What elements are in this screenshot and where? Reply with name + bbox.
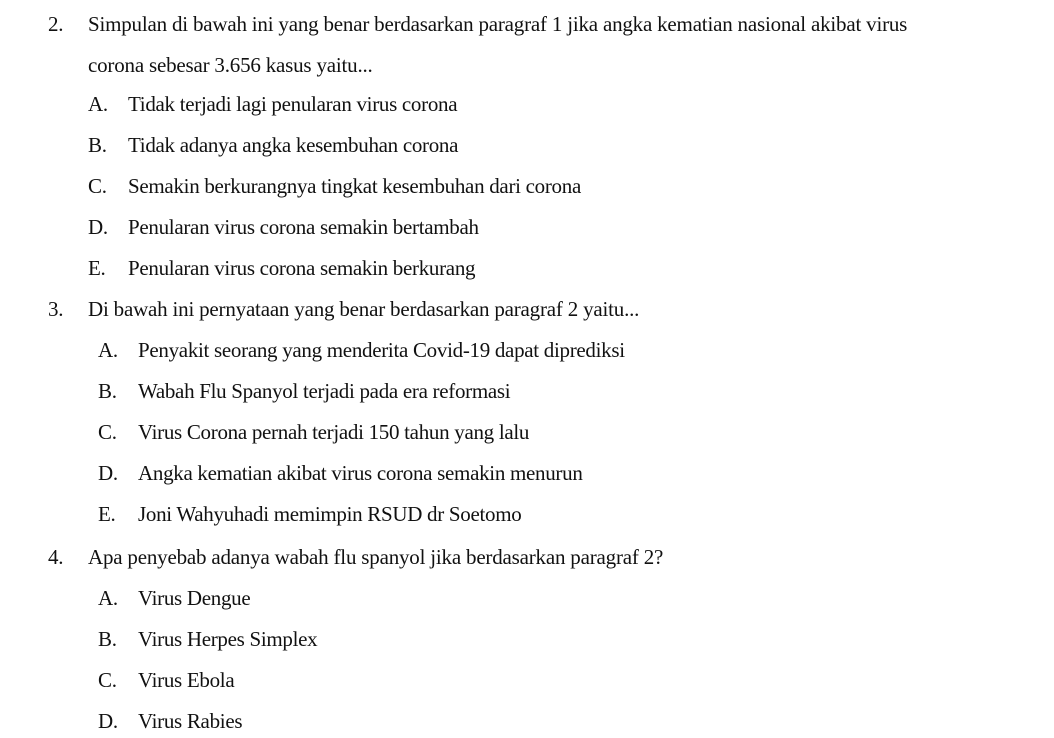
option-text: Penyakit seorang yang menderita Covid-19 dapat diprediksi [138, 338, 625, 362]
question-text-line1: Apa penyebab adanya wabah flu spanyol jika berdasarkan paragraf 2? [88, 545, 664, 569]
option-letter: D. [98, 461, 118, 485]
question-stem [48, 297, 639, 321]
option-letter: D. [98, 709, 118, 733]
option-text: Angka kematian akibat virus corona semakin menurun [138, 461, 583, 485]
option-letter: C. [98, 420, 117, 444]
option-letter: A. [98, 338, 118, 362]
option-letter: D. [88, 215, 108, 239]
option-text: Wabah Flu Spanyol terjadi pada era reformasi [138, 379, 511, 403]
option-letter: B. [98, 379, 117, 403]
option-letter: B. [98, 627, 117, 651]
option-text: Virus Rabies [138, 709, 243, 733]
option-text: Virus Herpes Simplex [138, 627, 318, 651]
question-number: 3. [48, 297, 64, 321]
option-letter: C. [88, 174, 107, 198]
option-letter: E. [88, 256, 106, 280]
question-number: 4. [48, 545, 64, 569]
option-letter: E. [98, 502, 116, 526]
option-text: Tidak terjadi lagi penularan virus corona [128, 92, 458, 116]
option-text: Joni Wahyuhadi memimpin RSUD dr Soetomo [138, 502, 522, 526]
option-text: Penularan virus corona semakin berkurang [128, 256, 476, 280]
option-letter: A. [98, 586, 118, 610]
option-text: Virus Ebola [138, 668, 235, 692]
option-text: Tidak adanya angka kesembuhan corona [128, 133, 459, 157]
option-letter: C. [98, 668, 117, 692]
option-text: Virus Dengue [138, 586, 251, 610]
question-text-line2: corona sebesar 3.656 kasus yaitu... [88, 53, 373, 77]
question-number: 2. [48, 12, 64, 36]
option-letter: A. [88, 92, 108, 116]
question-stem [48, 545, 663, 569]
option-text: Virus Corona pernah terjadi 150 tahun yang lalu [138, 420, 530, 444]
question-text-line1: Simpulan di bawah ini yang benar berdasarkan paragraf 1 jika angka kematian nasional akibat virus [88, 12, 908, 36]
question-stem [48, 12, 907, 36]
option-text: Penularan virus corona semakin bertambah [128, 215, 479, 239]
option-letter: B. [88, 133, 107, 157]
question-text-line1: Di bawah ini pernyataan yang benar berdasarkan paragraf 2 yaitu... [88, 297, 640, 321]
option-text: Semakin berkurangnya tingkat kesembuhan dari corona [128, 174, 581, 198]
